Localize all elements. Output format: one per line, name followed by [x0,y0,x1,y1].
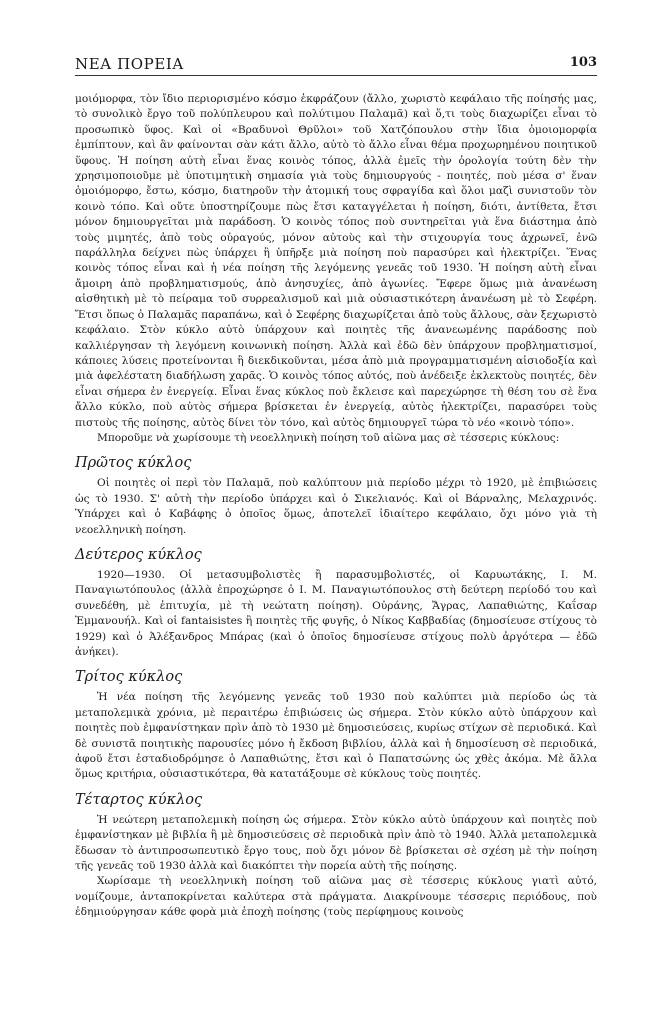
journal-title: ΝΕΑ ΠΟΡΕΙΑ [75,55,184,73]
section-heading: Τέταρτος κύκλος [75,791,203,808]
section-heading: Δεύτερος κύκλος [75,546,202,563]
section-heading: Πρῶτος κύκλος [75,455,192,472]
page-number: 103 [569,55,597,70]
body-paragraph: μοιόμορφα, τὸν ἴδιο περιορισμένο κόσμο ἐκφράζουν (ἄλλο, χωριστὸ κεφάλαιο τῆς ποίησής μας, τὸ συνολικὸ ἔργο τοῦ πολύπλευρου καὶ πολύτιμου Παλαμᾶ) καὶ ὅ,τι τοὺς διαχωρίζει εἶναι τὸ προσωπικὸ ὕφος. Καὶ οἱ «Βραδυνοὶ Θρῦλοι» τοῦ Χατζόπουλου στὴν ἴδια ὁμοιομορφία ἐμπίπτουν, καὶ ἂν φαίνονται σὰν κάτι ἄλλο, αὐτὸ τὸ ἄλλο εἶναι θέμα προχωρημένου ποιητικοῦ ὕφους. Ἡ ποίηση αὐτὴ εἶναι ἕνας κοινὸς τόπος, ἀλλὰ ἐμεῖς τὴν ὀρολογία τούτη δὲν τὴν χρησιμοποιοῦμε μὲ ὑποτιμητικὴ σημασία γιὰ τοὺς δημιουργούς - ποιητές, ποὺ μέσα σ' ἕναν ὁμοιόμορφο, ἔστω, κόσμο, διατηροῦν τὴν ἀτομική τους σφραγίδα καὶ ὅλοι μαζὶ συνιστοῦν τὸν κοινὸ τόπο. Καὶ οὔτε ὑποστηρίζουμε πὼς ἔτσι καταγγέλεται ἡ ποίηση, διότι, ἀντίθετα, ἔτσι μόνον δημιουργεῖται μιὰ παράδοση. Ὁ κοινὸς τόπος ποὺ συντηρεῖται γιὰ ἕνα διάστημα ἀπὸ τοὺς μιμητές, ἀπὸ τοὺς οὐραγούς, μόνον αὐτοὺς καὶ τὴν στιχουργία τους ἀχρωνεῖ, ἐνῶ παράλληλα δείχνει πὼς ὑπάρχει ἢ ὑπῆρξε μιὰ ποίηση ποὺ παρασύρει καὶ ἠλεκτρίζει. Ἕνας κοινὸς τόπος εἶναι καὶ ἡ νέα ποίηση τῆς λεγόμενης γενεᾶς τοῦ 1930. Ἡ ποίηση αὐτὴ εἶναι ἄμοιρη ἀπὸ προβληματισμούς, ἀπὸ ἀνησυχίες, ἀπὸ ἀγωνίες. Ἔφερε ὅμως μιὰ ἀνανέωση αἰσθητικὴ μὲ τὸ πείραμα τοῦ συρρεαλισμοῦ καὶ μιὰ οὐσιαστικότερη ἀνανέωση μὲ τὸ Σεφέρη. Ἔτσι ὅπως ὁ Παλαμᾶς παραπάνω, καὶ ὁ Σεφέρης διαχωρίζεται ἀπὸ τοὺς ἄλλους, σὰν ξεχωριστὸ κεφάλαιο. Στὸν κύκλο αὐτὸ ὑπάρχουν καὶ ποιητὲς τῆς ἀνανεωμένης παράδοσης ποὺ καλλιέργησαν τὴ λεγόμενη κοινωνικὴ ποίηση. Ἀλλὰ καὶ ἐδῶ δὲν ὑπάρχουν προβληματισμοί, κάποιες λύσεις προτείνονται ἢ διεκδικοῦνται, μέσα ἀπὸ μιὰ προγραμματισμένη αἰσιοδοξία καὶ μιὰ ἀφελέστατη διαδήλωση χαρᾶς. Ὁ κοινὸς τόπος αὐτός, ποὺ ἀνέδειξε ἐκλεκτοὺς ποιητές, δὲν εἶναι σήμερα ἐν ἐνεργείᾳ. Εἶναι ἕνας κύκλος ποὺ ἔκλεισε καὶ παρεχώρησε τὴ θέση του σὲ ἕνα ἄλλο κύκλο, ποὺ αὐτὸς σήμερα βρίσκεται ἐν ἐνεργείᾳ, αὐτὸς ἠλεκτρίζει, παρασύρει τοὺς πιστοὺς τῆς ποίησης, αὐτὸς δίνει τὸν τόνο, καὶ αὐτὸς δημιουργεῖ τώρα τὸ νέο «κοινὸ τόπο». [75,93,597,429]
running-header [75,53,597,76]
section-paragraph: Ἡ νεώτερη μεταπολεμικὴ ποίηση ὡς σήμερα. Στὸν κύκλο αὐτὸ ὑπάρχουν καὶ ποιητὲς ποὺ ἐμφανίστηκαν μὲ βιβλία ἢ μὲ δημοσιεύσεις σὲ περιοδικὰ πρὶν ἀπὸ τὸ 1940. Ἀλλὰ μεταπολεμικὰ ἔδωσαν τὸ ἀντιπροσωπευτικὸ ἔργο τους, ποὺ ὄχι μόνον δὲ βρίσκεται σὲ σχέση μὲ τὴν ποίηση τῆς γενεᾶς τοῦ 1930 ἀλλὰ καὶ διακόπτει τὴν πορεία αὐτὴ τῆς ποίησης. [75,813,597,873]
article-body [75,92,597,921]
section-heading: Τρίτος κύκλος [75,669,183,686]
closing-paragraph: Χωρίσαμε τὴ νεοελληνικὴ ποίηση τοῦ αἰῶνα μας σὲ τέσσερις κύκλους γιατὶ αὐτό, νομίζουμε, ἀνταποκρίνεται καλύτερα στὰ πράγματα. Διακρίνουμε τέσσερις περιόδους, ποὺ ἐδημιούργησαν κάθε φορὰ μιὰ ἐποχὴ ποίησης (τοὺς περίφημους κοινοὺς [75,875,597,919]
section-paragraph: 1920—1930. Οἱ μετασυμβολιστὲς ἢ παρασυμβολιστές, οἱ Καρυωτάκης, Ι. Μ. Παναγιωτόπουλος (ἀλλὰ ἐπροχώρησε ὁ Ι. Μ. Παναγιωτόπουλος στὴ δεύτερη περίοδό του καὶ συνεδέθη, μὲ ἐπιτυχία, μὲ τὴ νεώτατη ποίηση). Οὐράνης, Ἄγρας, Λαπαθιώτης, Καΐσαρ Ἐμμανουήλ. Καὶ οἱ fantaisistes ἢ ποιητὲς τῆς φυγῆς, ὁ Νίκος Καββαδίας (δημοσίευσε στίχους τὸ 1929) καὶ ὁ Ἀλέξανδρος Μπάρας (καὶ ὁ ὁποῖος δημοσίευσε στίχους πολὺ ἀργότερα — ἐδῶ ἀνήκει). [75,568,597,658]
section-paragraph: Οἱ ποιητὲς οἱ περὶ τὸν Παλαμᾶ, ποὺ καλύπτουν μιὰ περίοδο μέχρι τὸ 1920, μὲ ἐπιβιώσεις ὡς τὸ 1930. Σ' αὐτὴ τὴν περίοδο ὑπάρχει καὶ ὁ Σικελιανός. Καὶ οἱ Βάρναλης, Μελαχρινός. Ὑπάρχει καὶ ὁ Καβάφης ὁ ὁποῖος ὅμως, ἀποτελεῖ ἰδιαίτερο κεφάλαιο, ὄχι μόνο γιὰ τὴ νεοελληνικὴ ποίηση. [75,477,597,536]
section-paragraph: Ἡ νέα ποίηση τῆς λεγόμενης γενεᾶς τοῦ 1930 ποὺ καλύπτει μιὰ περίοδο ὡς τὰ μεταπολεμικὰ χρόνια, μὲ περαιτέρω ἐπιβιώσεις ὡς σήμερα. Στὸν κύκλο αὐτὸ ὑπάρχουν καὶ ποιητὲς ποὺ ἐμφανίστηκαν πρὶν ἀπὸ τὸ 1930 μὲ δημοσιεύσεις, κυρίως στίχων σὲ περιοδικά. Καὶ δὲ συνιστᾶ ποιητικὴς παρουσίες μόνο ἡ ἔκδοση βιβλίου, ἀλλὰ καὶ ἡ δημοσίευση σὲ περιοδικά, ἀφοῦ ἔτσι ἐσταδιοδρόμησε ὁ Λαπαθιώτης, ἔτσι καὶ ὁ Παπατσώνης ὡς χθὲς ἀκόμα. Μὲ ἄλλα ὅμως κριτήρια, οὐσιαστικότερα, θὰ κατατάξουμε σὲ κύκλους τοὺς ποιητές. [75,691,597,781]
body-paragraph: Μποροῦμε νὰ χωρίσουμε τὴ νεοελληνικὴ ποίηση τοῦ αἰῶνα μας σὲ τέσσερις κύκλους: [97,431,560,444]
